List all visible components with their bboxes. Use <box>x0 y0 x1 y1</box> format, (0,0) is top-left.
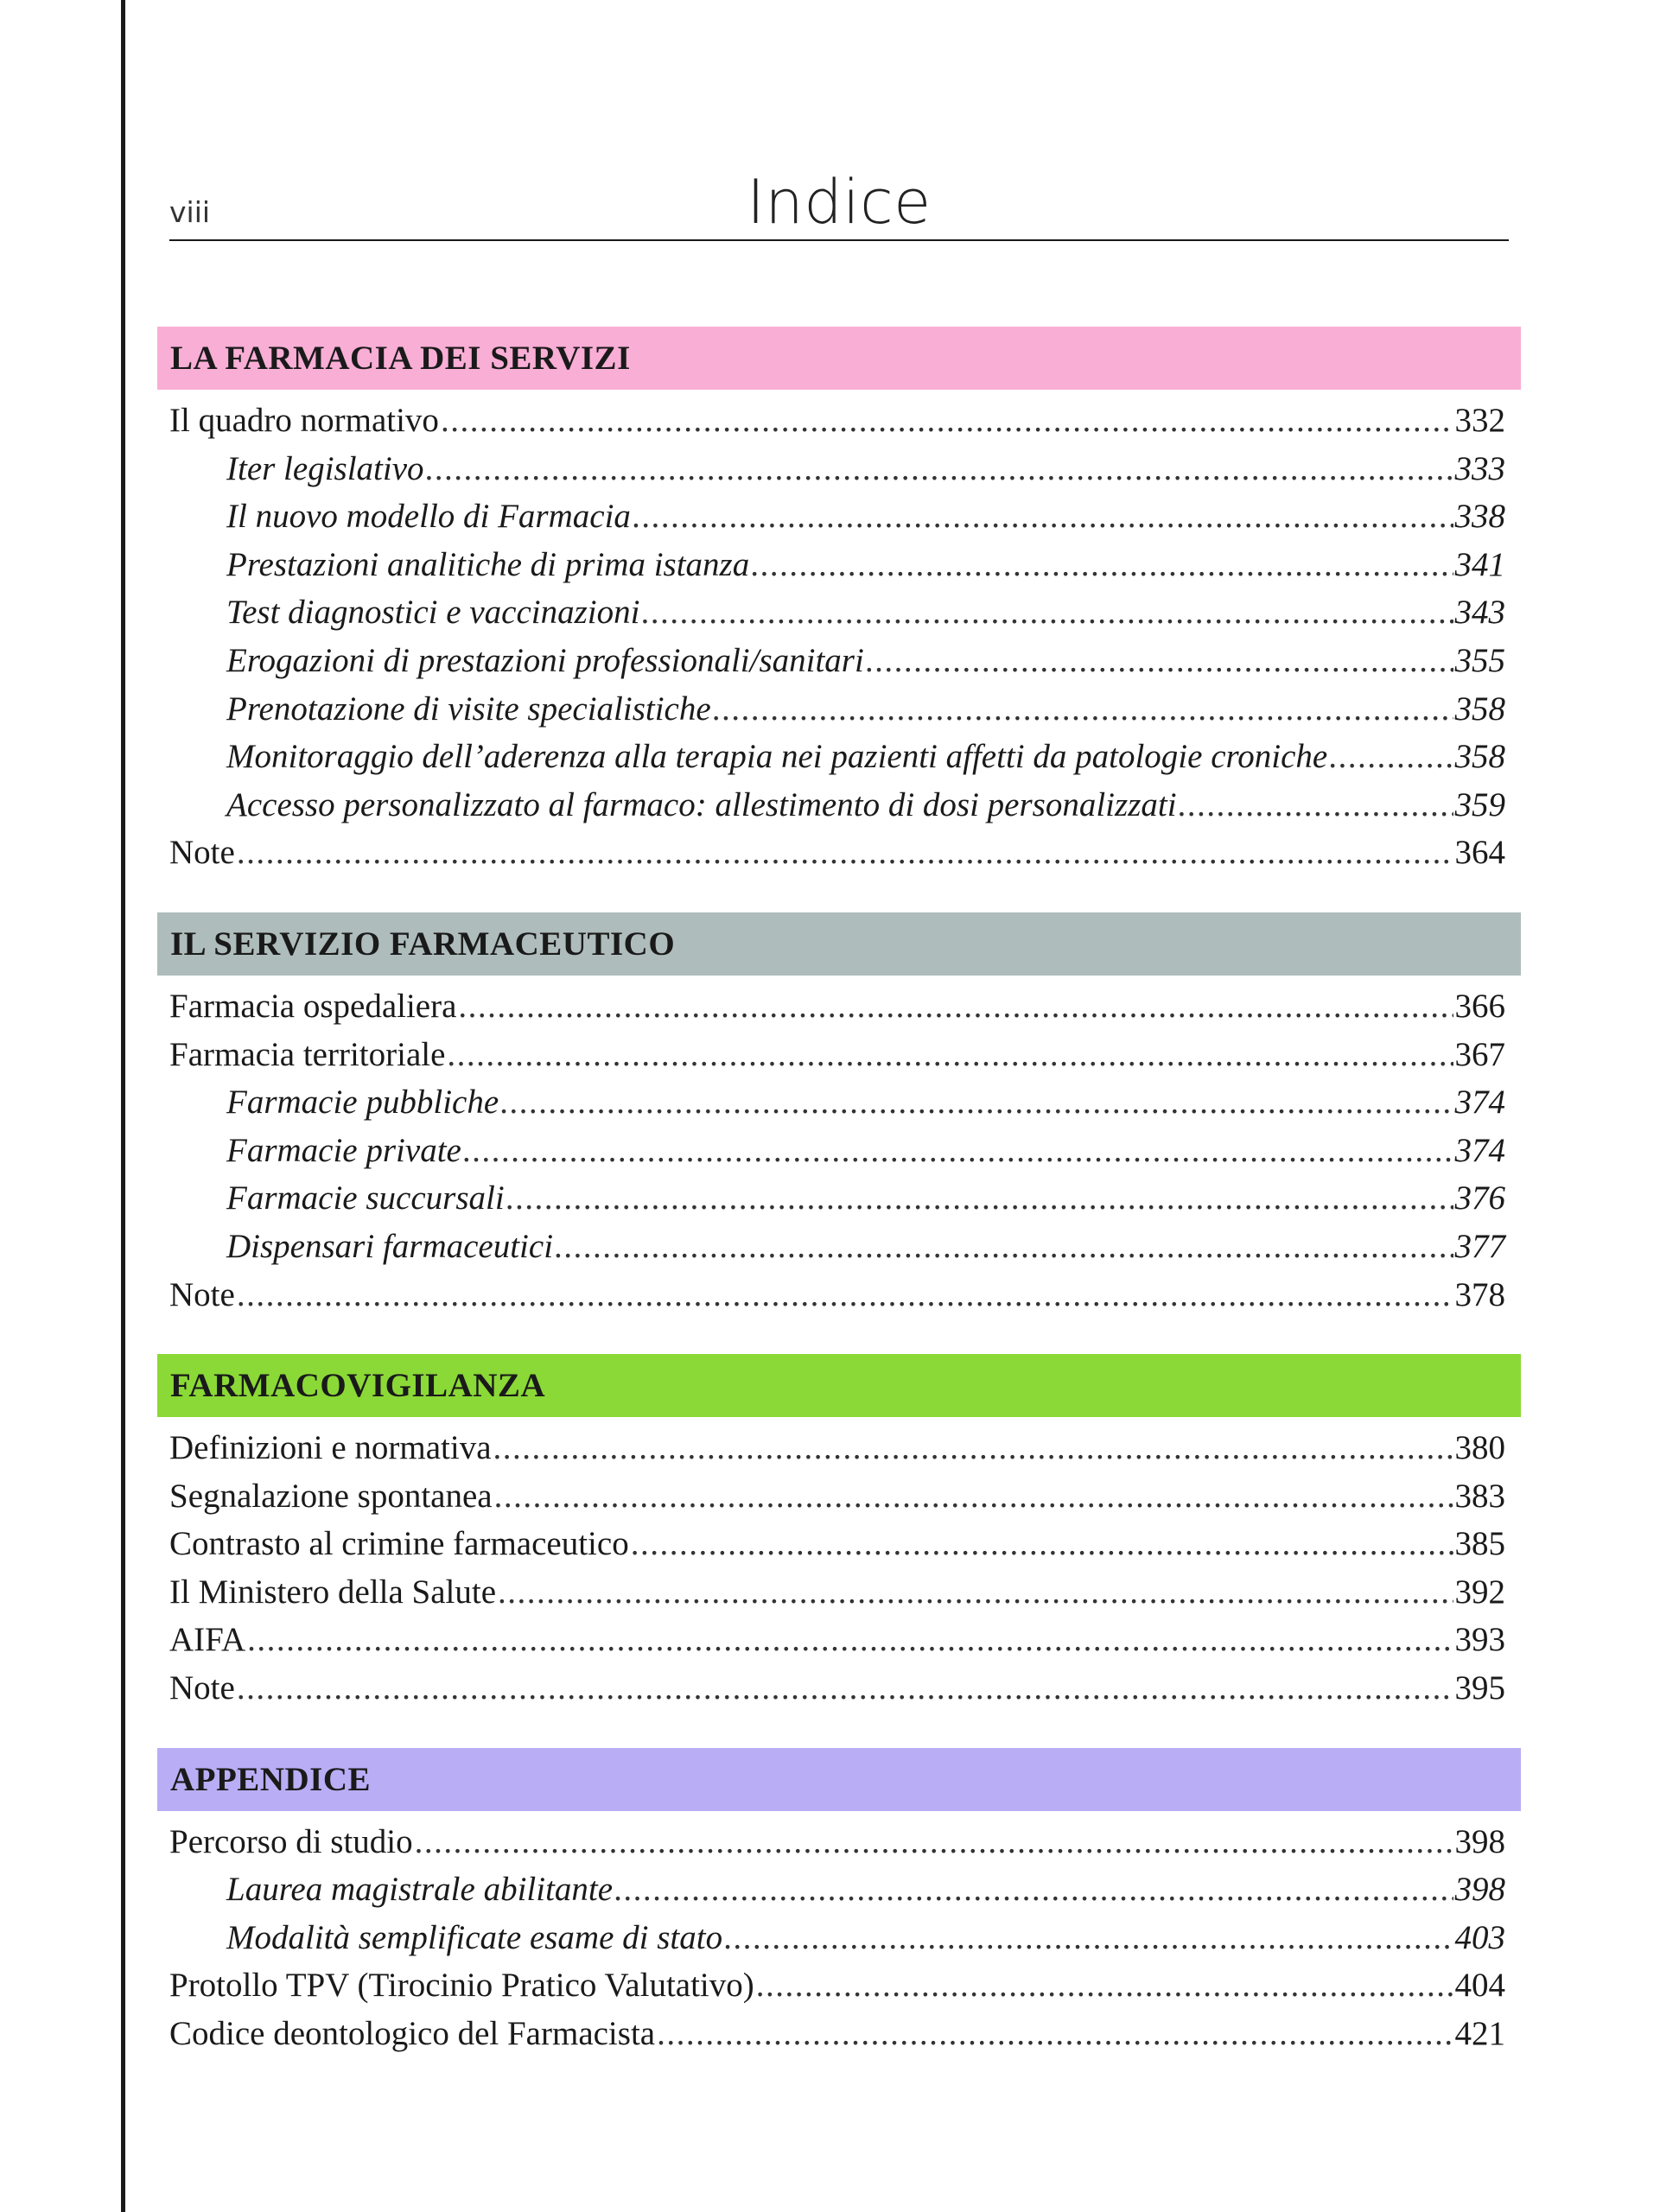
dot-leader <box>866 637 1453 685</box>
toc-subentry <box>169 1174 1521 1223</box>
entry-page-number: 398 <box>1454 1871 1505 1909</box>
dot-leader <box>237 1271 1453 1319</box>
toc-entry <box>169 1031 1521 1079</box>
entry-page-number: 404 <box>1454 1967 1505 2005</box>
toc-section <box>157 327 1521 877</box>
entry-title: Farmacie pubbliche <box>226 1084 499 1122</box>
entry-page-number: 333 <box>1454 449 1505 487</box>
entry-title: Definizioni e normativa <box>169 1429 492 1467</box>
entry-title: Note <box>169 1669 235 1707</box>
dot-leader <box>633 493 1453 541</box>
entry-page-number: 355 <box>1454 641 1505 679</box>
dot-leader <box>247 1616 1453 1664</box>
dot-leader <box>237 1664 1453 1713</box>
entry-page-number: 378 <box>1454 1275 1505 1313</box>
dot-leader <box>415 1818 1453 1866</box>
toc-subentry <box>169 685 1521 734</box>
dot-leader <box>724 1914 1453 1962</box>
entry-page-number: 358 <box>1454 690 1505 728</box>
entry-title: Il quadro normativo <box>169 402 439 439</box>
toc-entry <box>169 982 1521 1031</box>
toc-entry <box>169 2010 1521 2058</box>
entry-title: Note <box>169 834 235 872</box>
toc-subentry <box>169 781 1521 830</box>
dot-leader <box>1179 781 1453 830</box>
entry-title: Erogazioni di prestazioni professionali/sanitari <box>226 641 864 679</box>
dot-leader <box>657 2010 1453 2058</box>
entry-page-number: 367 <box>1454 1035 1505 1073</box>
entry-page-number: 383 <box>1454 1477 1505 1515</box>
toc-entry <box>169 1961 1521 2010</box>
dot-leader <box>441 397 1453 445</box>
toc-entry-list <box>157 976 1521 1319</box>
page-number: viii <box>169 195 211 229</box>
dot-leader <box>447 1031 1453 1079</box>
entry-page-number: 392 <box>1454 1573 1505 1611</box>
dot-leader <box>631 1520 1453 1568</box>
entry-page-number: 377 <box>1454 1227 1505 1265</box>
dot-leader <box>555 1223 1453 1271</box>
section-heading: APPENDICE <box>157 1748 1521 1811</box>
toc-entry <box>169 1818 1521 1866</box>
entry-page-number: 341 <box>1454 545 1505 583</box>
entry-title: Farmacia ospedaliera <box>169 987 457 1025</box>
entry-page-number: 398 <box>1454 1822 1505 1860</box>
toc-section <box>157 912 1521 1319</box>
entry-page-number: 421 <box>1454 2015 1505 2053</box>
toc-entry <box>169 397 1521 445</box>
dot-leader <box>426 445 1453 493</box>
toc-entry-list <box>157 1811 1521 2058</box>
section-heading: LA FARMACIA DEI SERVIZI <box>157 327 1521 390</box>
entry-title: Codice deontologico del Farmacista <box>169 2015 656 2053</box>
toc-entry <box>169 829 1521 877</box>
toc-subentry <box>169 1127 1521 1175</box>
entry-title: Accesso personalizzato al farmaco: allestimento di dosi personalizzati <box>226 785 1177 823</box>
dot-leader <box>751 541 1453 589</box>
toc-section <box>157 1354 1521 1713</box>
toc-entry <box>169 1568 1521 1617</box>
entry-title: Il Ministero della Salute <box>169 1573 497 1611</box>
toc-entry <box>169 1472 1521 1521</box>
entry-title: Laurea magistrale abilitante <box>226 1871 614 1909</box>
entry-title: Farmacie succursali <box>226 1179 505 1217</box>
entry-page-number: 364 <box>1454 834 1505 872</box>
entry-title: Monitoraggio dell’aderenza alla terapia nei pazienti affetti da patologie croniche <box>226 738 1328 776</box>
toc-entry-list <box>157 390 1521 877</box>
dot-leader <box>458 982 1453 1031</box>
entry-title: Percorso di studio <box>169 1822 413 1860</box>
toc-subentry <box>169 493 1521 541</box>
dot-leader <box>756 1961 1453 2010</box>
toc-subentry <box>169 1914 1521 1962</box>
entry-page-number: 393 <box>1454 1621 1505 1659</box>
entry-title: Test diagnostici e vaccinazioni <box>226 594 640 632</box>
toc-entry <box>169 1271 1521 1319</box>
toc-entry <box>169 1664 1521 1713</box>
dot-leader <box>641 588 1453 637</box>
entry-title: Contrasto al crimine farmaceutico <box>169 1525 629 1563</box>
section-heading: FARMACOVIGILANZA <box>157 1354 1521 1417</box>
entry-page-number: 403 <box>1454 1918 1505 1956</box>
dot-leader <box>494 1472 1453 1521</box>
toc-subentry <box>169 637 1521 685</box>
page-spine-line <box>121 0 125 2212</box>
toc-entry <box>169 1616 1521 1664</box>
entry-page-number: 395 <box>1454 1669 1505 1707</box>
toc-subentry <box>169 445 1521 493</box>
table-of-contents <box>157 327 1521 2094</box>
dot-leader <box>500 1078 1453 1127</box>
toc-entry <box>169 1520 1521 1568</box>
toc-entry <box>169 1424 1521 1472</box>
entry-title: Iter legislativo <box>226 449 424 487</box>
entry-page-number: 385 <box>1454 1525 1505 1563</box>
toc-entry-list <box>157 1417 1521 1713</box>
dot-leader <box>498 1568 1453 1617</box>
dot-leader <box>614 1866 1453 1914</box>
entry-page-number: 374 <box>1454 1084 1505 1122</box>
toc-subentry <box>169 1078 1521 1127</box>
entry-title: Dispensari farmaceutici <box>226 1227 554 1265</box>
entry-title: Protollo TPV (Tirocinio Pratico Valutativo) <box>169 1967 754 2005</box>
toc-subentry <box>169 1866 1521 1914</box>
toc-subentry <box>169 1223 1521 1271</box>
dot-leader <box>506 1174 1453 1223</box>
toc-subentry <box>169 733 1521 781</box>
dot-leader <box>493 1424 1453 1472</box>
entry-title: Prestazioni analitiche di prima istanza <box>226 545 750 583</box>
entry-page-number: 366 <box>1454 987 1505 1025</box>
entry-title: Note <box>169 1275 235 1313</box>
dot-leader <box>237 829 1453 877</box>
entry-title: Modalità semplificate esame di stato <box>226 1918 723 1956</box>
entry-page-number: 380 <box>1454 1429 1505 1467</box>
dot-leader <box>1329 733 1453 781</box>
entry-title: Prenotazione di visite specialistiche <box>226 690 711 728</box>
entry-title: Farmacie private <box>226 1131 461 1169</box>
entry-title: Farmacia territoriale <box>169 1035 446 1073</box>
entry-title: Segnalazione spontanea <box>169 1477 493 1515</box>
entry-page-number: 376 <box>1454 1179 1505 1217</box>
toc-subentry <box>169 588 1521 637</box>
section-heading: IL SERVIZIO FARMACEUTICO <box>157 912 1521 976</box>
entry-title: Il nuovo modello di Farmacia <box>226 498 631 536</box>
page-title: Indice <box>747 167 932 238</box>
dot-leader <box>463 1127 1453 1175</box>
entry-page-number: 374 <box>1454 1131 1505 1169</box>
entry-page-number: 358 <box>1454 738 1505 776</box>
dot-leader <box>713 685 1453 734</box>
entry-title: AIFA <box>169 1621 246 1659</box>
toc-section <box>157 1748 1521 2058</box>
entry-page-number: 343 <box>1454 594 1505 632</box>
entry-page-number: 338 <box>1454 498 1505 536</box>
toc-subentry <box>169 541 1521 589</box>
entry-page-number: 332 <box>1454 402 1505 439</box>
entry-page-number: 359 <box>1454 785 1505 823</box>
page-header <box>169 168 1509 241</box>
